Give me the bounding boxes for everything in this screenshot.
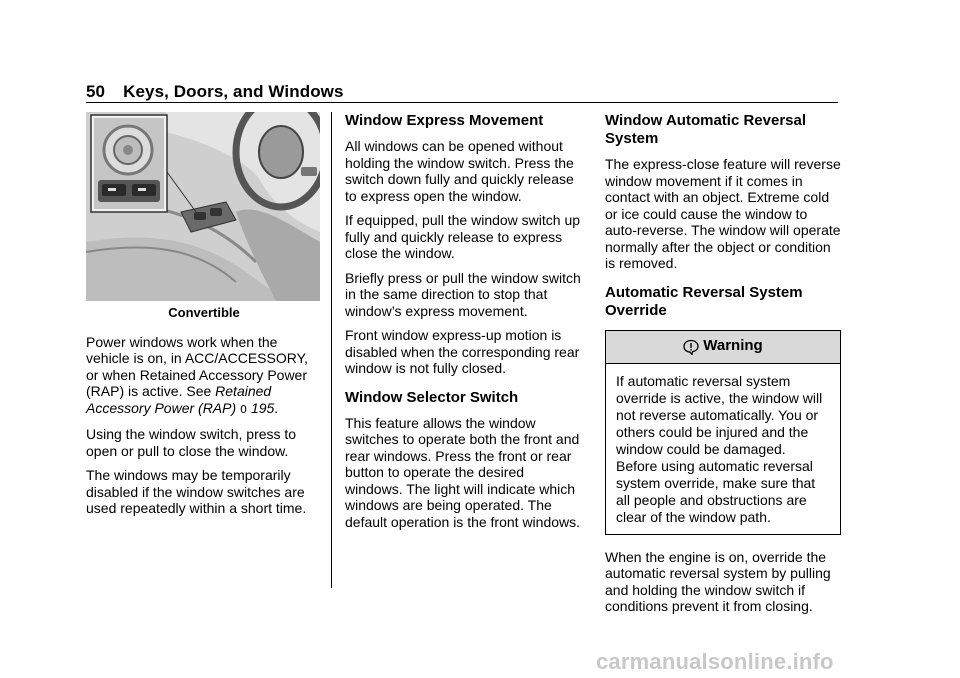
paragraph: The windows may be temporarily disabled if the window switches are used repeatedly within a short time. <box>86 467 307 516</box>
warning-box <box>605 330 841 535</box>
header-rule <box>86 102 838 103</box>
page-ref-icon: 0 <box>240 402 248 416</box>
window-switch-figure <box>86 112 320 301</box>
page-header <box>86 82 344 102</box>
column-2 <box>345 112 581 538</box>
door-panel-illustration <box>86 112 320 301</box>
section-title: Keys, Doors, and Windows <box>123 82 344 101</box>
paragraph: All windows can be opened without holding the window switch. Press the switch down fully and quickly release to express open the window. <box>345 138 574 204</box>
section-heading: Automatic Reversal System Override <box>605 283 803 319</box>
page-number: 50 <box>86 82 106 101</box>
warning-header <box>606 331 840 364</box>
cross-reference-link[interactable]: Retained Accessory Power (RAP) <box>86 383 272 416</box>
column-divider <box>331 112 332 588</box>
paragraph: When the engine is on, override the automatic reversal system by pulling and holding the window switch if conditions prevent it from closing. <box>605 548 831 614</box>
cross-reference-page[interactable]: 195 <box>250 399 275 416</box>
figure-caption: Convertible <box>168 305 240 320</box>
paragraph: Using the window switch, press to open or pull to close the window. <box>86 426 297 459</box>
paragraph: The express-close feature will reverse window movement if it comes in contact with an object. Extreme cold or ice could cause the window to auto-reverse. The window will operate normally after the object or condition is removed. <box>605 156 841 271</box>
paragraph: If equipped, pull the window switch up fully and quickly release to express close the window. <box>345 212 581 261</box>
warning-icon <box>683 339 699 355</box>
warning-title: Warning <box>703 337 763 355</box>
paragraph: Briefly press or pull the window switch in the same direction to stop that window’s express movement. <box>345 269 581 319</box>
section-heading: Window Selector Switch <box>345 388 519 406</box>
watermark: carmanualsonline.info <box>596 649 834 674</box>
section-heading: Window Express Movement <box>345 112 544 129</box>
paragraph: This feature allows the window switches to operate both the front and rear windows. Press the front or rear button to operate the desired windows. The light will indicate which windows are being operated. The default operation is the front windows. <box>345 414 581 530</box>
paragraph: Front window express-up motion is disabled when the corresponding rear window is not fully closed. <box>345 327 580 376</box>
warning-text: If automatic reversal system override is active, the window will not reverse automatically. You or others could be injured and the window could be damaged. Before using automatic reversal system override, make sure that all people and obstructions are clear of the window path. <box>616 372 823 525</box>
column-3 <box>605 112 841 623</box>
section-heading: Window Automatic Reversal System <box>605 112 807 147</box>
column-1 <box>86 112 322 525</box>
paragraph: Power windows work when the vehicle is on, in ACC/ACCESSORY, or when Retained Accessory Power (RAP) is active. See Retained Accessory Power (RAP) 0 195. <box>86 333 309 416</box>
